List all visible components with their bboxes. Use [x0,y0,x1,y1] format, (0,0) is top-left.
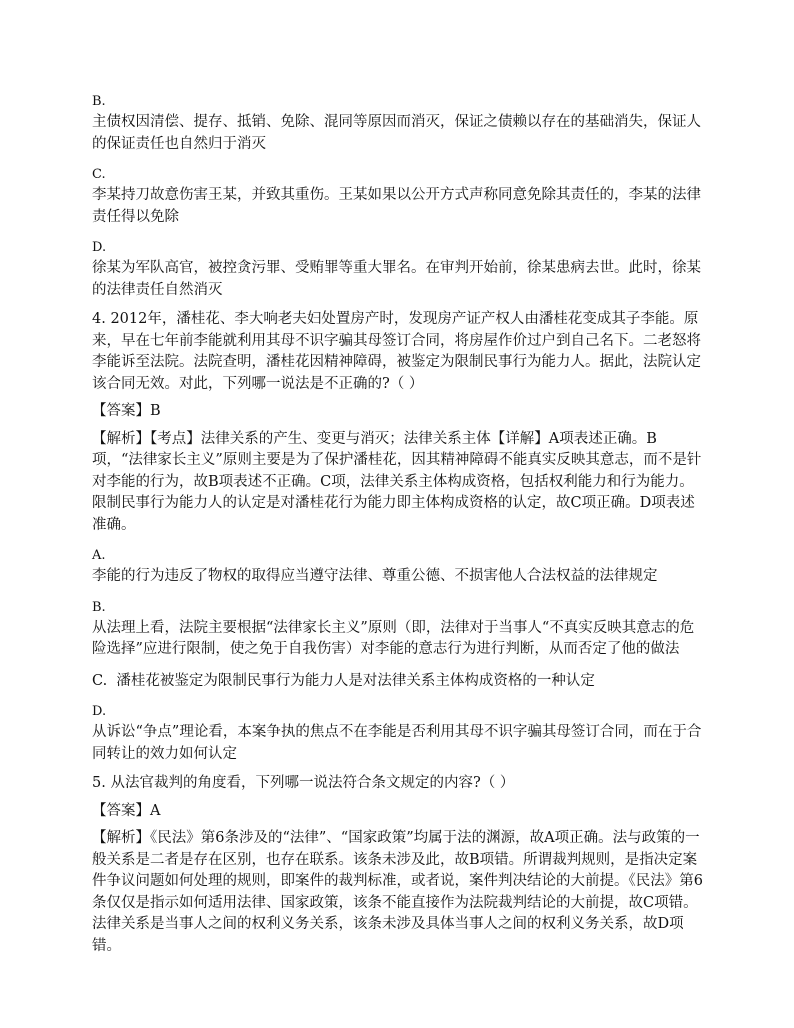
q4-option-a-text: 李能的行为违反了物权的取得应当遵守法律、尊重公德、不损害他人合法权益的法律规定 [92,568,658,584]
q4-option-c-label: C. [92,672,108,689]
q3-option-d-text: 徐某为军队高官，被控贪污罪、受贿罪等重大罪名。在审判开始前，徐某患病去世。此时，徐某的法律责任自然消灭 [92,260,701,298]
q4-question: 4. 2012年，潘桂花、李大响老夫妇处置房产时，发现房产证产权人由潘桂花变成其子李能。原来，早在七年前李能就利用其母不识字骗其母签订合同，将房屋作价过户到自己名下。二老怒将李能诉至法院。法院查明，潘桂花因精神障碍，被鉴定为限制民事行为能力人。据此，法院认定该合同无效。对此，下列哪一说法是不正确的?（ ） [92,311,701,392]
q4-option-d-text: 从诉讼“争点”理论看，本案争执的焦点不在李能是否利用其母不识字骗其母签订合同，而在于合同转让的效力如何认定 [92,724,702,762]
q4-option-b-label: B. [92,599,106,615]
q3-option-b-text: 主债权因清偿、提存、抵销、免除、混同等原因而消灭，保证之债赖以存在的基础消失，保证人的保证责任也自然归于消灭 [92,114,701,152]
q4-answer: 【答案】B [92,403,161,419]
q5-question: 5. 从法官裁判的角度看，下列哪一说法符合条文规定的内容?（ ） [92,775,515,791]
q3-option-d-label: D. [92,240,107,255]
q3-option-b-label: B. [92,94,106,109]
q4-option-d-label: D. [92,704,107,719]
document-page [92,92,704,957]
q3-option-c-label: C. [92,167,106,182]
q4-option-a-label: A. [92,548,106,563]
q4-option-b-text: 从法理上看，法院主要根据“法律家长主义”原则（即，法律对于当事人“不真实反映其意志的危险选择”应进行限制，使之免于自我伤害）对李能的意志行为进行判断，从而否定了他的做法 [92,619,695,657]
q4-option-c-text: 潘桂花被鉴定为限制民事行为能力人是对法律关系主体构成资格的一种认定 [116,672,595,689]
q4-explanation: 【解析】【考点】法律关系的产生、变更与消灭；法律关系主体【详解】A项表述正确。B项，“法律家长主义”原则主要是为了保护潘桂花，因其精神障碍不能真实反映其意志，而不是针对李能的行为，故B项表述不正确。C项，法律关系主体构成资格，包括权利能力和行为能力。限制民事行为能力人的认定是对潘桂花行为能力即主体构成资格的认定，故C项正确。D项表述准确。 [92,430,702,533]
q5-explanation: 【解析】《民法》第6条涉及的“法律”、“国家政策”均属于法的渊源，故A项正确。法与政策的一般关系是二者是存在区别，也存在联系。该条未涉及此，故B项错。所谓裁判规则，是指决定案件争议问题如何处理的规则，即案件的裁判标准，或者说，案件判决结论的大前提。《民法》第6条仅仅是指示如何适用法律、国家政策，该条不能直接作为法院裁判结论的大前提，故C项错。法律关系是当事人之间的权利义务关系，该条未涉及具体当事人之间的权利义务关系，故D项错。 [92,830,703,954]
q4-option-c [92,671,704,693]
q5-answer: 【答案】A [92,802,161,819]
q3-option-c-text: 李某持刀故意伤害王某，并致其重伤。王某如果以公开方式声称同意免除其责任的，李某的法律责任得以免除 [92,187,701,225]
